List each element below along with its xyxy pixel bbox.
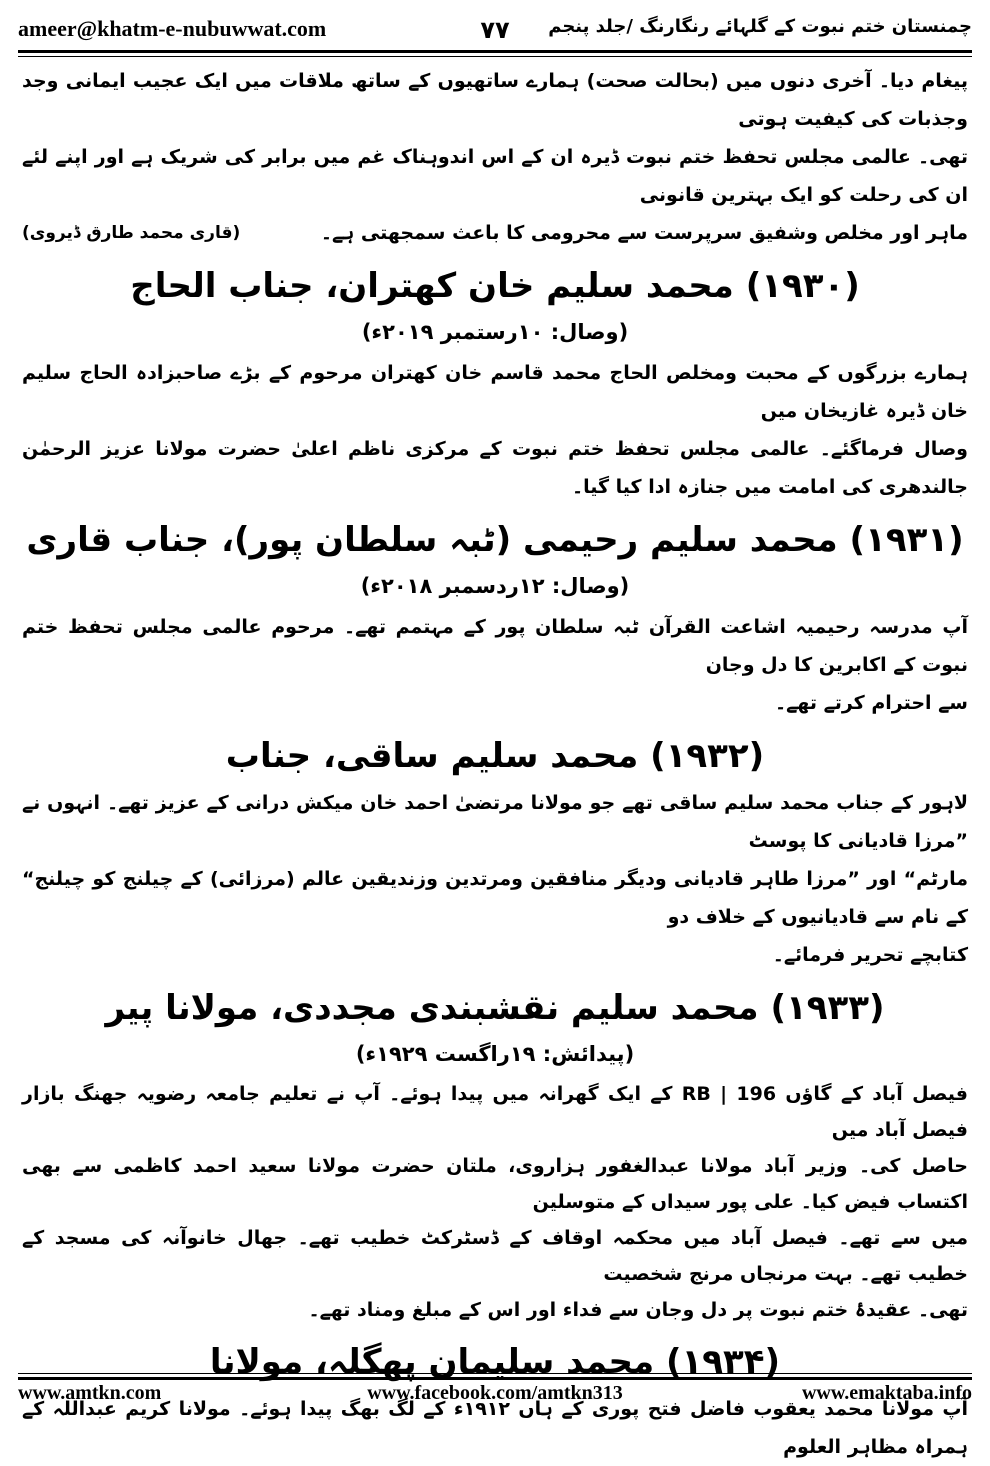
footer-link-emaktaba[interactable]: www.emaktaba.info [801,1382,972,1404]
entry-line: وصال فرماگئے۔ عالمی مجلس تحفظ ختم نبوت کے مرکزی ناظم اعلیٰ حضرت مولانا عزیز الرحمٰن جالندھری کی امامت میں جنازہ ادا کیا گیا۔ [22,438,968,498]
entry-date: (وصال: ۱۲ردسمبر ۲۰۱۸ء) [360,574,630,598]
book-title: چمنستان ختم نبوت کے گلہائے رنگارنگ /جلد پنجم [548,16,972,37]
intro-closing-line [22,214,968,252]
entry-line: آپ مدرسہ رحیمیہ اشاعت القرآن ٹبہ سلطان پور کے مہتمم تھے۔ مرحوم عالمی مجلس تحفظ ختم نبوت کے اکابرین کا دل وجان [22,616,968,676]
entry-line: حاصل کی۔ وزیر آباد مولانا عبدالغفور ہزاروی، ملتان حضرت مولانا سعید احمد کاظمی سے بھی اکتساب فیض کیا۔ علی پور سیداں کے متوسلین [22,1155,968,1213]
entry-line: ہمارے بزرگوں کے محبت ومخلص الحاج محمد قاسم خان کھتران مرحوم کے بڑے صاحبزادہ الحاج سلیم خان ڈیرہ غازیخان میں [22,362,968,422]
page-header [18,14,972,50]
entry-line: میں سے تھے۔ فیصل آباد میں محکمہ اوقاف کے ڈسٹرکٹ خطیب تھے۔ جھال خانوآنہ کی مسجد کے خطیب تھے۔ بہت مرنجاں مرنج شخصیت [22,1227,968,1285]
page-footer [18,1382,972,1412]
header-email: ameer@khatm-e-nubuwwat.com [18,16,327,41]
entry-line: لاہور کے جناب محمد سلیم ساقی تھے جو مولانا مرتضیٰ احمد خان میکش درانی کے عزیز تھے۔ انہوں نے ”مرزا قادیانی کا پوسٹ [22,792,968,852]
footer-link-amtkn[interactable]: www.amtkn.com [18,1382,162,1404]
author-credit: (قاری محمد طارق ڈیروی) [22,223,241,243]
entry-line: کتابچے تحریر فرمائے۔ [772,944,968,966]
intro-last-line: ماہر اور مخلص وشفیق سرپرست سے محرومی کا باعث سمجھتی ہے۔ [320,222,968,244]
page-content [22,62,968,1466]
entry-heading: (۱۹۳۱) محمد سلیم رحیمی (ٹبہ سلطان پور)، جناب قاری [26,520,964,560]
header-rule [18,50,972,57]
entry-heading: (۱۹۳۳) محمد سلیم نقشبندی مجددی، مولانا پیر [105,988,885,1028]
entry-line: فیصل آباد کے گاؤں RB | 196 کے ایک گھرانہ میں پیدا ہوئے۔ آپ نے تعلیم جامعہ رضویہ جھنگ بازار فیصل آباد میں [22,1083,968,1141]
entry-heading: (۱۹۳۴) محمد سلیمان پھگلہ، مولانا [209,1342,781,1382]
entry-line: مارٹم“ اور ”مرزا طاہر قادیانی ودیگر منافقین ومرتدین وزندیقین عالم (مرزائی) کے چیلنج کو چیلنج“ کے نام سے قادیانیوں کے خلاف دو [22,868,968,928]
entry-heading: (۱۹۳۰) محمد سلیم خان کھتران، جناب الحاج [130,266,860,306]
page-number: ۷۷ [480,16,510,44]
entry-date: (پیدائش: ۱۹راگست ۱۹۲۹ء) [355,1042,635,1066]
footer-rule [18,1373,972,1380]
intro-line: پیغام دیا۔ آخری دنوں میں (بحالت صحت) ہمارے ساتھیوں کے ساتھ ملاقات میں ایک عجیب ایمانی وجد وجذبات کی کیفیت ہوتی [22,70,968,130]
entry-date: (وصال: ۱۰رستمبر ۲۰۱۹ء) [361,320,629,344]
entry-line: تھی۔ عقیدۂ ختم نبوت پر دل وجان سے فداء اور اس کے مبلغ ومناد تھے۔ [308,1299,968,1321]
intro-line: تھی۔ عالمی مجلس تحفظ ختم نبوت ڈیرہ ان کے اس اندوہناک غم میں برابر کی شریک ہے اور اپنے لئے ان کی رحلت کو ایک بہترین قانونی [22,146,968,206]
footer-link-facebook[interactable]: www.facebook.com/amtkn313 [367,1382,623,1404]
entry-heading: (۱۹۳۲) محمد سلیم ساقی، جناب [225,736,765,776]
entry-line: سے احترام کرتے تھے۔ [775,692,968,714]
entry-line: آپ مولانا محمد یعقوب فاضل فتح پوری کے ہاں ۱۹۱۲ء کے لگ بھگ پیدا ہوئے۔ مولانا کریم عبداللہ کے ہمراہ مظاہر العلوم [22,1398,968,1458]
